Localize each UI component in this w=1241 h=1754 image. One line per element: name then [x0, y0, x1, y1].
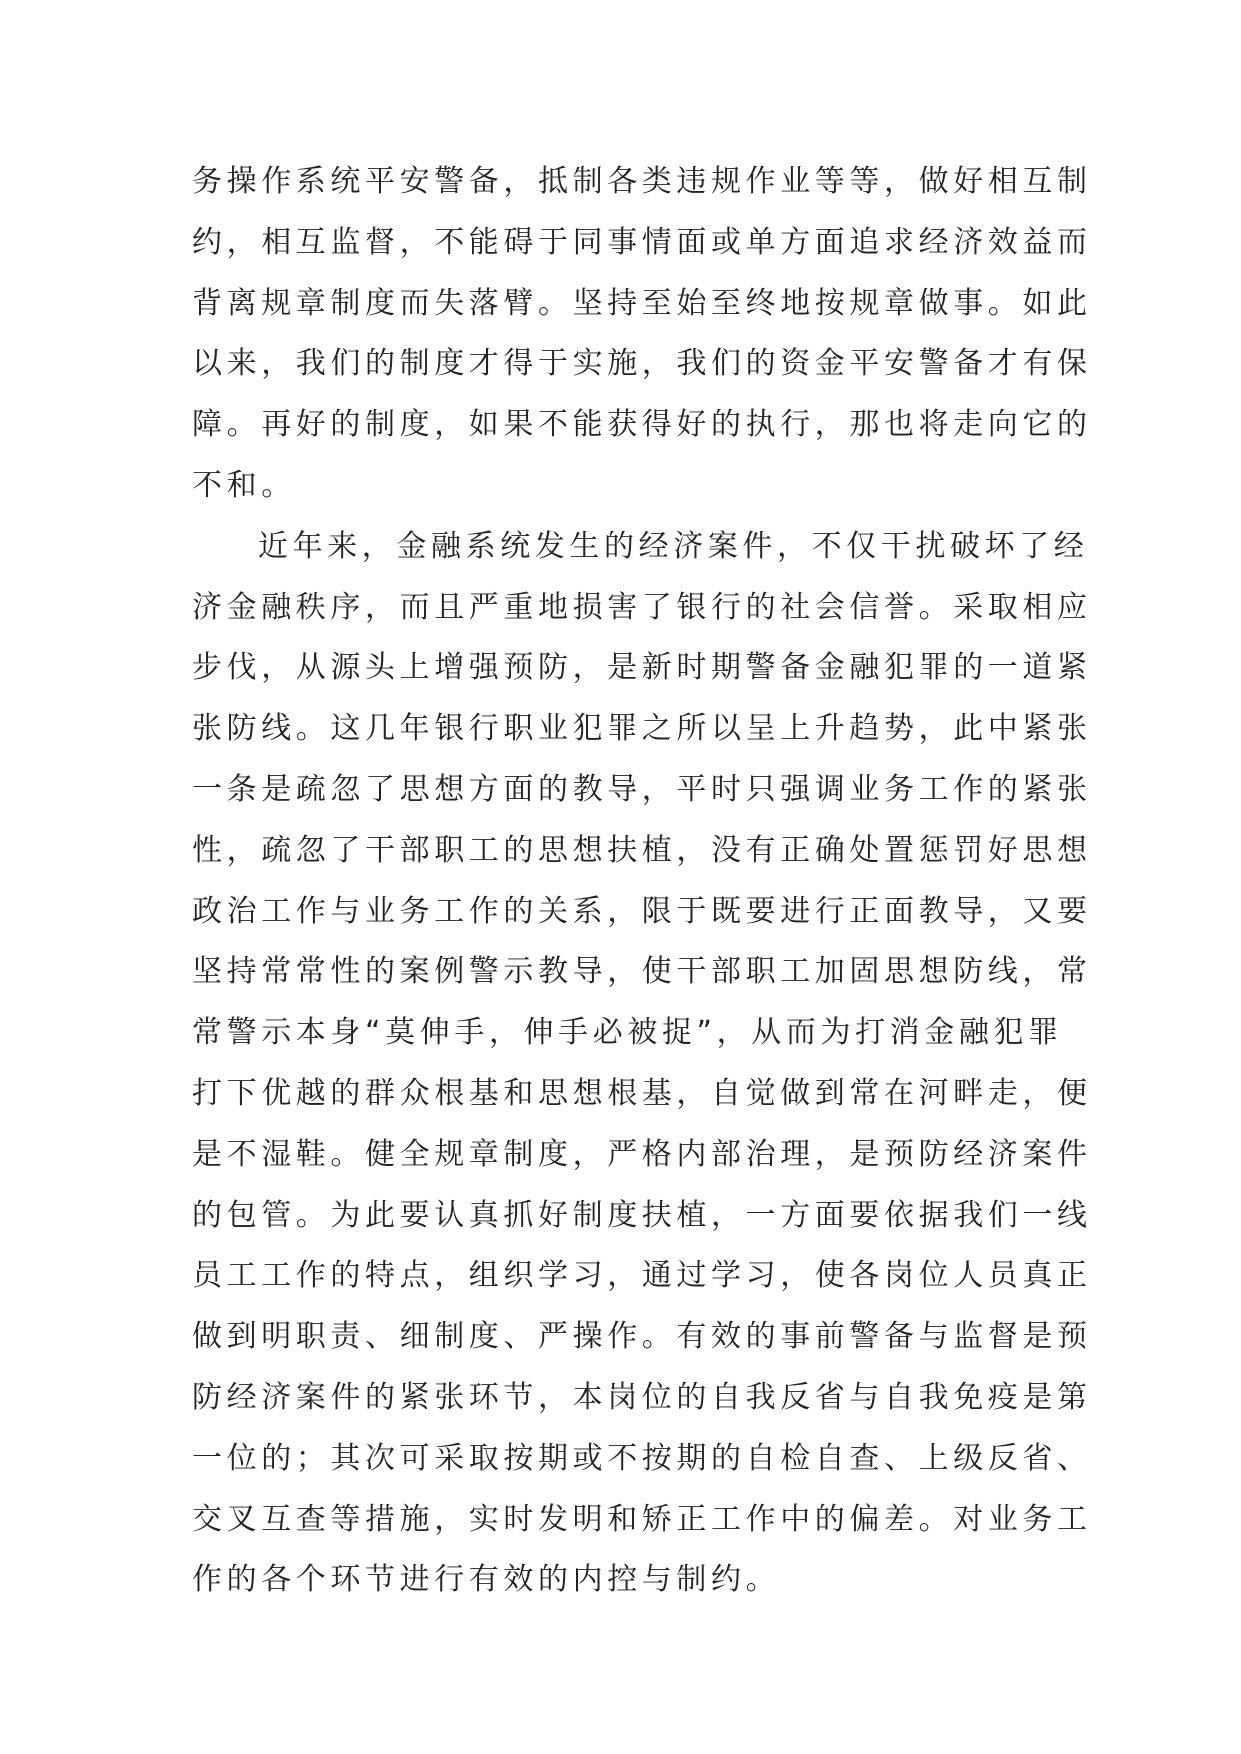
text-line: 打下优越的群众根基和思想根基，自觉做到常在河畔走，便 — [192, 1075, 1092, 1111]
text-line: 务操作系统平安警备，抵制各类违规作业等等，做好相互制 — [192, 164, 1092, 199]
paragraph-first-line: 近年来，金融系统发生的经济案件，不仅干扰破坏了经 — [258, 528, 1089, 564]
text-line: 政治工作与业务工作的关系，限于既要进行正面教导，又要 — [192, 893, 1092, 929]
text-line: 是不湿鞋。健全规章制度，严格内部治理，是预防经济案件 — [192, 1136, 1092, 1172]
text-line: 常警示本身“莫伸手，伸手必被捉”，从而为打消金融犯罪 — [192, 1015, 1063, 1051]
text-line: 济金融秩序，而且严重地损害了银行的社会信誉。采取相应 — [192, 589, 1092, 625]
text-line: 一位的；其次可采取按期或不按期的自检自查、上级反省、 — [192, 1440, 1092, 1476]
text-line: 作的各个环节进行有效的内控与制约。 — [192, 1562, 781, 1598]
text-line: 一条是疏忽了思想方面的教导，平时只强调业务工作的紧张 — [192, 771, 1092, 807]
text-line: 以来，我们的制度才得于实施，我们的资金平安警备才有保 — [192, 346, 1092, 382]
text-line: 的包管。为此要认真抓好制度扶植，一方面要依据我们一线 — [192, 1197, 1092, 1233]
text-line: 做到明职责、细制度、严操作。有效的事前警备与监督是预 — [192, 1319, 1092, 1355]
text-line: 张防线。这几年银行职业犯罪之所以呈上升趋势，此中紧张 — [192, 711, 1092, 747]
text-line: 步伐，从源头上增强预防，是新时期警备金融犯罪的一道紧 — [192, 650, 1092, 686]
text-line: 坚持常常性的案例警示教导，使干部职工加固思想防线，常 — [192, 954, 1092, 990]
text-line: 障。再好的制度，如果不能获得好的执行，那也将走向它的 — [192, 407, 1092, 443]
text-line: 防经济案件的紧张环节，本岗位的自我反省与自我免疫是第 — [192, 1379, 1092, 1415]
text-line: 背离规章制度而失落臂。坚持至始至终地按规章做事。如此 — [192, 285, 1092, 321]
text-line: 员工工作的特点，组织学习，通过学习，使各岗位人员真正 — [192, 1258, 1092, 1294]
body-text — [192, 152, 1092, 1611]
text-line: 约，相互监督，不能碍于同事情面或单方面追求经济效益而 — [192, 224, 1092, 260]
text-line: 不和。 — [192, 467, 296, 503]
text-line: 性，疏忽了干部职工的思想扶植，没有正确处置惩罚好思想 — [192, 832, 1092, 868]
text-line: 交叉互查等措施，实时发明和矫正工作中的偏差。对业务工 — [192, 1501, 1092, 1537]
